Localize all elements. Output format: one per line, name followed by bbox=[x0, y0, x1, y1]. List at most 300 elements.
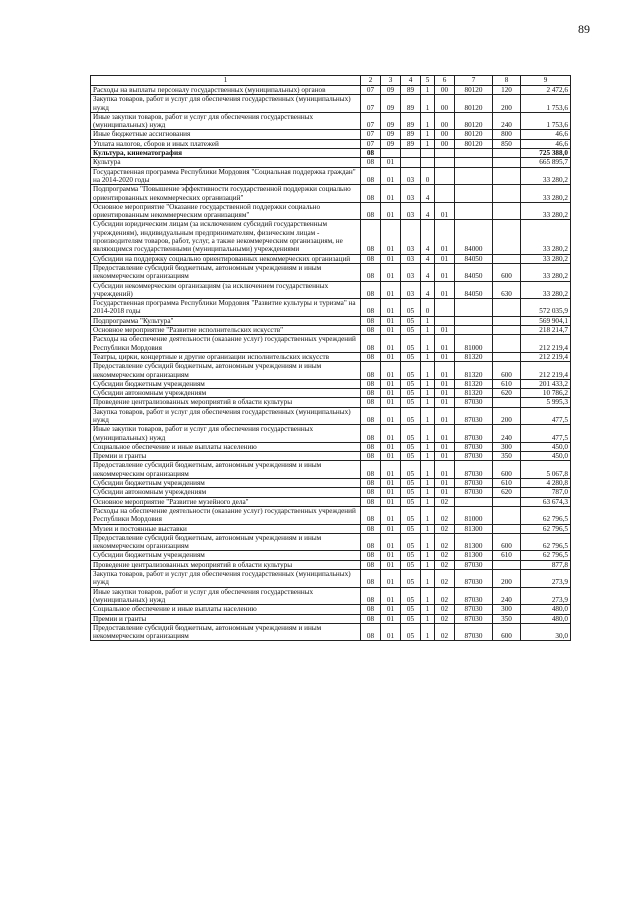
cell-program: 05 bbox=[401, 551, 421, 560]
cell-program: 89 bbox=[401, 86, 421, 95]
cell-subsection: 09 bbox=[381, 86, 401, 95]
cell-program: 03 bbox=[401, 167, 421, 185]
cell-program: 03 bbox=[401, 281, 421, 299]
cell-subprogram bbox=[421, 158, 435, 167]
cell-direction: 87030 bbox=[455, 425, 493, 443]
cell-subsection: 01 bbox=[381, 497, 401, 506]
cell-direction: 80120 bbox=[455, 139, 493, 148]
cell-subprogram: 1 bbox=[421, 497, 435, 506]
cell-program: 05 bbox=[401, 570, 421, 588]
cell-direction: 81320 bbox=[455, 352, 493, 361]
cell-name: Закупка товаров, работ и услуг для обеспечения государственных (муниципальных) нужд bbox=[91, 570, 361, 588]
cell-activity: 01 bbox=[435, 335, 455, 353]
cell-subsection bbox=[381, 149, 401, 158]
cell-program: 05 bbox=[401, 524, 421, 533]
cell-direction: 81000 bbox=[455, 506, 493, 524]
cell-section: 08 bbox=[361, 316, 381, 325]
cell-name: Иные закупки товаров, работ и услуг для обеспечения государственных (муниципальных) нужд bbox=[91, 112, 361, 130]
cell-name: Предоставление субсидий бюджетным, автономным учреждениям и иным некоммерческим организациям bbox=[91, 263, 361, 281]
cell-section: 08 bbox=[361, 488, 381, 497]
cell-section: 08 bbox=[361, 299, 381, 317]
cell-subprogram: 1 bbox=[421, 560, 435, 569]
cell-amount: 480,0 bbox=[521, 614, 571, 623]
cell-activity: 01 bbox=[435, 479, 455, 488]
cell-section: 08 bbox=[361, 220, 381, 254]
cell-expense-type bbox=[493, 506, 521, 524]
cell-subprogram: 1 bbox=[421, 379, 435, 388]
cell-activity: 01 bbox=[435, 461, 455, 479]
cell-subsection: 01 bbox=[381, 479, 401, 488]
cell-amount: 480,0 bbox=[521, 605, 571, 614]
cell-section: 07 bbox=[361, 95, 381, 113]
cell-subprogram: 1 bbox=[421, 587, 435, 605]
cell-expense-type: 300 bbox=[493, 605, 521, 614]
cell-subprogram: 1 bbox=[421, 551, 435, 560]
cell-subsection: 01 bbox=[381, 158, 401, 167]
cell-subsection: 01 bbox=[381, 326, 401, 335]
cell-name: Предоставление субсидий бюджетным, автономным учреждениям и иным некоммерческим организациям bbox=[91, 461, 361, 479]
cell-direction: 84050 bbox=[455, 254, 493, 263]
cell-expense-type bbox=[493, 524, 521, 533]
cell-subsection: 01 bbox=[381, 362, 401, 380]
cell-activity: 01 bbox=[435, 452, 455, 461]
cell-direction: 80120 bbox=[455, 86, 493, 95]
cell-subsection: 01 bbox=[381, 551, 401, 560]
cell-subprogram: 1 bbox=[421, 362, 435, 380]
cell-amount: 273,9 bbox=[521, 570, 571, 588]
cell-section: 08 bbox=[361, 185, 381, 203]
cell-expense-type bbox=[493, 398, 521, 407]
cell-direction: 81320 bbox=[455, 389, 493, 398]
header-cell-activity: 6 bbox=[435, 76, 455, 86]
cell-direction: 87030 bbox=[455, 587, 493, 605]
cell-expense-type bbox=[493, 497, 521, 506]
table-row bbox=[91, 130, 571, 139]
cell-subsection: 01 bbox=[381, 452, 401, 461]
cell-activity: 02 bbox=[435, 560, 455, 569]
cell-subsection: 01 bbox=[381, 220, 401, 254]
cell-expense-type: 620 bbox=[493, 488, 521, 497]
cell-subprogram: 4 bbox=[421, 185, 435, 203]
table-row bbox=[91, 614, 571, 623]
cell-subsection: 01 bbox=[381, 524, 401, 533]
cell-program: 03 bbox=[401, 254, 421, 263]
cell-subprogram: 1 bbox=[421, 95, 435, 113]
cell-subprogram: 1 bbox=[421, 139, 435, 148]
cell-direction: 87030 bbox=[455, 452, 493, 461]
cell-program: 05 bbox=[401, 316, 421, 325]
cell-subsection: 01 bbox=[381, 167, 401, 185]
cell-subsection: 01 bbox=[381, 335, 401, 353]
cell-subprogram: 1 bbox=[421, 389, 435, 398]
cell-section: 08 bbox=[361, 551, 381, 560]
header-cell-subsection: 3 bbox=[381, 76, 401, 86]
cell-name: Расходы на обеспечение деятельности (оказание услуг) государственных учреждений Республики Мордовия bbox=[91, 335, 361, 353]
cell-amount: 5 995,3 bbox=[521, 398, 571, 407]
cell-activity bbox=[435, 316, 455, 325]
cell-section: 08 bbox=[361, 533, 381, 551]
cell-activity: 02 bbox=[435, 605, 455, 614]
cell-expense-type bbox=[493, 220, 521, 254]
cell-activity: 01 bbox=[435, 254, 455, 263]
cell-section: 08 bbox=[361, 605, 381, 614]
cell-program: 05 bbox=[401, 379, 421, 388]
cell-amount: 46,6 bbox=[521, 139, 571, 148]
cell-program: 05 bbox=[401, 425, 421, 443]
cell-program: 05 bbox=[401, 623, 421, 641]
cell-subsection: 01 bbox=[381, 587, 401, 605]
cell-direction bbox=[455, 299, 493, 317]
cell-subprogram: 1 bbox=[421, 524, 435, 533]
cell-subprogram: 1 bbox=[421, 442, 435, 451]
cell-activity: 01 bbox=[435, 352, 455, 361]
budget-table bbox=[90, 75, 571, 641]
cell-name: Государственная программа Республики Мордовия "Развитие культуры и туризма" на 2014-2018 годы bbox=[91, 299, 361, 317]
cell-subprogram: 1 bbox=[421, 130, 435, 139]
cell-amount: 62 796,5 bbox=[521, 506, 571, 524]
cell-subprogram: 4 bbox=[421, 202, 435, 220]
cell-direction: 87030 bbox=[455, 407, 493, 425]
cell-expense-type: 350 bbox=[493, 614, 521, 623]
cell-expense-type bbox=[493, 326, 521, 335]
header-cell-subprogram: 5 bbox=[421, 76, 435, 86]
cell-section: 07 bbox=[361, 139, 381, 148]
cell-amount: 33 280,2 bbox=[521, 185, 571, 203]
cell-name: Субсидии на поддержку социально ориентированных некоммерческих организаций bbox=[91, 254, 361, 263]
cell-subsection: 09 bbox=[381, 95, 401, 113]
cell-direction: 80120 bbox=[455, 130, 493, 139]
cell-direction: 87030 bbox=[455, 570, 493, 588]
cell-subprogram: 1 bbox=[421, 533, 435, 551]
cell-activity: 00 bbox=[435, 95, 455, 113]
cell-program: 05 bbox=[401, 497, 421, 506]
cell-name: Премии и гранты bbox=[91, 452, 361, 461]
cell-section: 07 bbox=[361, 112, 381, 130]
cell-amount: 218 214,7 bbox=[521, 326, 571, 335]
cell-subsection: 01 bbox=[381, 488, 401, 497]
cell-program bbox=[401, 149, 421, 158]
cell-subsection: 01 bbox=[381, 254, 401, 263]
cell-program: 03 bbox=[401, 220, 421, 254]
cell-section: 08 bbox=[361, 407, 381, 425]
cell-subprogram bbox=[421, 149, 435, 158]
table-row bbox=[91, 281, 571, 299]
cell-expense-type: 240 bbox=[493, 587, 521, 605]
table-row bbox=[91, 326, 571, 335]
cell-name: Предоставление субсидий бюджетным, автономным учреждениям и иным некоммерческим организациям bbox=[91, 623, 361, 641]
cell-name: Иные закупки товаров, работ и услуг для обеспечения государственных (муниципальных) нужд bbox=[91, 425, 361, 443]
table-row bbox=[91, 158, 571, 167]
cell-subsection: 01 bbox=[381, 299, 401, 317]
cell-program: 05 bbox=[401, 506, 421, 524]
cell-program: 05 bbox=[401, 479, 421, 488]
cell-section: 08 bbox=[361, 452, 381, 461]
header-cell-expense-type: 8 bbox=[493, 76, 521, 86]
cell-subsection: 01 bbox=[381, 202, 401, 220]
cell-subprogram: 0 bbox=[421, 299, 435, 317]
cell-amount: 33 280,2 bbox=[521, 254, 571, 263]
cell-section: 08 bbox=[361, 560, 381, 569]
header-cell-section: 2 bbox=[361, 76, 381, 86]
cell-program: 05 bbox=[401, 605, 421, 614]
cell-activity: 00 bbox=[435, 112, 455, 130]
cell-subprogram: 1 bbox=[421, 398, 435, 407]
cell-amount: 1 753,6 bbox=[521, 112, 571, 130]
cell-amount: 2 472,6 bbox=[521, 86, 571, 95]
table-row bbox=[91, 167, 571, 185]
cell-program: 03 bbox=[401, 202, 421, 220]
table-row bbox=[91, 461, 571, 479]
cell-expense-type: 600 bbox=[493, 623, 521, 641]
cell-section: 08 bbox=[361, 614, 381, 623]
cell-activity: 02 bbox=[435, 614, 455, 623]
cell-expense-type: 200 bbox=[493, 407, 521, 425]
cell-section: 08 bbox=[361, 263, 381, 281]
cell-activity: 02 bbox=[435, 533, 455, 551]
table-row bbox=[91, 95, 571, 113]
cell-expense-type: 600 bbox=[493, 461, 521, 479]
table-row bbox=[91, 362, 571, 380]
cell-direction bbox=[455, 326, 493, 335]
cell-name: Субсидии юридическим лицам (за исключением субсидий государственным учреждениям), индивидуальным предпринимателям, физическим лицам - производителям товаров, работ, услуг, а также некоммерческим организациям, не являющимся государственными (муниципальными) учреждениями bbox=[91, 220, 361, 254]
cell-name: Предоставление субсидий бюджетным, автономным учреждениям и иным некоммерческим организациям bbox=[91, 362, 361, 380]
cell-activity: 02 bbox=[435, 551, 455, 560]
cell-amount: 477,5 bbox=[521, 425, 571, 443]
cell-subsection: 01 bbox=[381, 407, 401, 425]
cell-direction: 81300 bbox=[455, 533, 493, 551]
cell-section: 08 bbox=[361, 506, 381, 524]
cell-name: Социальное обеспечение и иные выплаты населению bbox=[91, 442, 361, 451]
cell-program: 05 bbox=[401, 452, 421, 461]
cell-section: 08 bbox=[361, 149, 381, 158]
cell-activity: 02 bbox=[435, 587, 455, 605]
cell-program: 05 bbox=[401, 352, 421, 361]
cell-subsection: 09 bbox=[381, 139, 401, 148]
table-row bbox=[91, 299, 571, 317]
cell-activity: 00 bbox=[435, 130, 455, 139]
cell-direction: 87030 bbox=[455, 560, 493, 569]
table-row bbox=[91, 352, 571, 361]
table-row bbox=[91, 452, 571, 461]
table-row bbox=[91, 316, 571, 325]
cell-direction: 87030 bbox=[455, 398, 493, 407]
cell-subprogram: 1 bbox=[421, 326, 435, 335]
table-row bbox=[91, 263, 571, 281]
cell-direction bbox=[455, 185, 493, 203]
cell-subsection: 01 bbox=[381, 533, 401, 551]
cell-expense-type: 610 bbox=[493, 379, 521, 388]
cell-section: 08 bbox=[361, 254, 381, 263]
cell-amount: 10 786,2 bbox=[521, 389, 571, 398]
cell-amount: 30,0 bbox=[521, 623, 571, 641]
cell-expense-type bbox=[493, 316, 521, 325]
cell-section: 08 bbox=[361, 362, 381, 380]
table-row bbox=[91, 407, 571, 425]
table-row bbox=[91, 623, 571, 641]
cell-amount: 33 280,2 bbox=[521, 263, 571, 281]
cell-name: Предоставление субсидий бюджетным, автономным учреждениям и иным некоммерческим организациям bbox=[91, 533, 361, 551]
cell-section: 08 bbox=[361, 623, 381, 641]
cell-expense-type: 600 bbox=[493, 533, 521, 551]
table-row bbox=[91, 202, 571, 220]
cell-amount: 4 280,8 bbox=[521, 479, 571, 488]
cell-expense-type bbox=[493, 202, 521, 220]
cell-subsection: 01 bbox=[381, 263, 401, 281]
cell-activity: 01 bbox=[435, 202, 455, 220]
cell-amount: 62 796,5 bbox=[521, 551, 571, 560]
table-row bbox=[91, 560, 571, 569]
cell-program: 05 bbox=[401, 398, 421, 407]
cell-activity: 01 bbox=[435, 389, 455, 398]
cell-expense-type: 600 bbox=[493, 263, 521, 281]
cell-expense-type bbox=[493, 254, 521, 263]
cell-activity: 00 bbox=[435, 86, 455, 95]
cell-amount: 450,0 bbox=[521, 442, 571, 451]
cell-expense-type bbox=[493, 185, 521, 203]
table-row bbox=[91, 389, 571, 398]
cell-amount: 33 280,2 bbox=[521, 220, 571, 254]
cell-amount: 665 895,7 bbox=[521, 158, 571, 167]
cell-name: Культура, кинематография bbox=[91, 149, 361, 158]
cell-subprogram: 1 bbox=[421, 352, 435, 361]
cell-subprogram: 1 bbox=[421, 316, 435, 325]
cell-section: 08 bbox=[361, 281, 381, 299]
cell-expense-type: 240 bbox=[493, 425, 521, 443]
cell-subsection: 01 bbox=[381, 316, 401, 325]
cell-amount: 63 674,3 bbox=[521, 497, 571, 506]
cell-activity bbox=[435, 167, 455, 185]
cell-amount: 787,0 bbox=[521, 488, 571, 497]
cell-program: 05 bbox=[401, 461, 421, 479]
table-row bbox=[91, 149, 571, 158]
cell-subprogram: 1 bbox=[421, 605, 435, 614]
cell-subsection: 01 bbox=[381, 352, 401, 361]
cell-subsection: 01 bbox=[381, 623, 401, 641]
cell-amount: 5 067,8 bbox=[521, 461, 571, 479]
cell-direction: 87030 bbox=[455, 623, 493, 641]
page-number: 89 bbox=[578, 22, 590, 36]
cell-activity: 02 bbox=[435, 497, 455, 506]
cell-name: Основное мероприятие "Оказание государственной поддержки социально ориентированным некоммерческим организациям" bbox=[91, 202, 361, 220]
cell-activity bbox=[435, 185, 455, 203]
cell-subsection: 01 bbox=[381, 398, 401, 407]
cell-direction: 87030 bbox=[455, 461, 493, 479]
cell-section: 08 bbox=[361, 389, 381, 398]
cell-activity: 00 bbox=[435, 139, 455, 148]
cell-section: 08 bbox=[361, 398, 381, 407]
cell-direction bbox=[455, 202, 493, 220]
cell-direction: 81320 bbox=[455, 379, 493, 388]
cell-expense-type bbox=[493, 299, 521, 317]
cell-program: 05 bbox=[401, 407, 421, 425]
cell-subprogram: 4 bbox=[421, 263, 435, 281]
table-row bbox=[91, 220, 571, 254]
cell-section: 08 bbox=[361, 425, 381, 443]
table-row bbox=[91, 112, 571, 130]
cell-expense-type: 800 bbox=[493, 130, 521, 139]
cell-name: Культура bbox=[91, 158, 361, 167]
cell-subprogram: 1 bbox=[421, 335, 435, 353]
cell-name: Проведение централизованных мероприятий в области культуры bbox=[91, 560, 361, 569]
cell-name: Иные бюджетные ассигнования bbox=[91, 130, 361, 139]
header-cell-direction: 7 bbox=[455, 76, 493, 86]
cell-direction bbox=[455, 316, 493, 325]
cell-amount: 477,5 bbox=[521, 407, 571, 425]
table-row bbox=[91, 605, 571, 614]
cell-activity: 02 bbox=[435, 506, 455, 524]
cell-section: 07 bbox=[361, 130, 381, 139]
cell-section: 08 bbox=[361, 479, 381, 488]
cell-subprogram: 1 bbox=[421, 425, 435, 443]
cell-expense-type: 610 bbox=[493, 551, 521, 560]
table-row bbox=[91, 479, 571, 488]
cell-amount: 572 035,9 bbox=[521, 299, 571, 317]
cell-subprogram: 1 bbox=[421, 112, 435, 130]
cell-section: 08 bbox=[361, 461, 381, 479]
cell-subprogram: 1 bbox=[421, 86, 435, 95]
cell-section: 08 bbox=[361, 442, 381, 451]
cell-activity: 01 bbox=[435, 281, 455, 299]
cell-subsection: 01 bbox=[381, 425, 401, 443]
cell-program: 05 bbox=[401, 335, 421, 353]
cell-name: Иные закупки товаров, работ и услуг для обеспечения государственных (муниципальных) нужд bbox=[91, 587, 361, 605]
cell-section: 07 bbox=[361, 86, 381, 95]
cell-expense-type: 350 bbox=[493, 452, 521, 461]
cell-section: 08 bbox=[361, 587, 381, 605]
cell-subprogram: 1 bbox=[421, 570, 435, 588]
cell-amount: 725 388,0 bbox=[521, 149, 571, 158]
cell-subprogram: 1 bbox=[421, 623, 435, 641]
cell-section: 08 bbox=[361, 335, 381, 353]
cell-name: Субсидии автономным учреждениям bbox=[91, 389, 361, 398]
cell-name: Субсидии некоммерческим организациям (за исключением государственных учреждений) bbox=[91, 281, 361, 299]
cell-subsection: 01 bbox=[381, 379, 401, 388]
cell-activity: 02 bbox=[435, 570, 455, 588]
cell-subsection: 01 bbox=[381, 605, 401, 614]
table-row bbox=[91, 185, 571, 203]
table-row bbox=[91, 524, 571, 533]
cell-section: 08 bbox=[361, 167, 381, 185]
cell-subsection: 01 bbox=[381, 281, 401, 299]
cell-amount: 569 904,1 bbox=[521, 316, 571, 325]
cell-direction: 84050 bbox=[455, 281, 493, 299]
cell-program: 89 bbox=[401, 112, 421, 130]
cell-name: Закупка товаров, работ и услуг для обеспечения государственных (муниципальных) нужд bbox=[91, 407, 361, 425]
cell-program: 03 bbox=[401, 185, 421, 203]
cell-direction: 87030 bbox=[455, 488, 493, 497]
cell-program: 03 bbox=[401, 263, 421, 281]
cell-direction bbox=[455, 167, 493, 185]
cell-amount: 201 433,2 bbox=[521, 379, 571, 388]
cell-activity: 01 bbox=[435, 220, 455, 254]
cell-expense-type: 120 bbox=[493, 86, 521, 95]
cell-amount: 33 280,2 bbox=[521, 202, 571, 220]
cell-subsection: 01 bbox=[381, 570, 401, 588]
cell-expense-type bbox=[493, 560, 521, 569]
cell-activity: 01 bbox=[435, 326, 455, 335]
table-body bbox=[91, 86, 571, 641]
cell-amount: 212 219,4 bbox=[521, 352, 571, 361]
cell-name: Уплата налогов, сборов и иных платежей bbox=[91, 139, 361, 148]
cell-expense-type: 300 bbox=[493, 442, 521, 451]
cell-subprogram: 4 bbox=[421, 220, 435, 254]
cell-section: 08 bbox=[361, 570, 381, 588]
cell-activity: 02 bbox=[435, 524, 455, 533]
cell-section: 08 bbox=[361, 326, 381, 335]
cell-name: Расходы на обеспечение деятельности (оказание услуг) государственных учреждений Республики Мордовия bbox=[91, 506, 361, 524]
cell-direction: 87030 bbox=[455, 479, 493, 488]
cell-expense-type: 850 bbox=[493, 139, 521, 148]
